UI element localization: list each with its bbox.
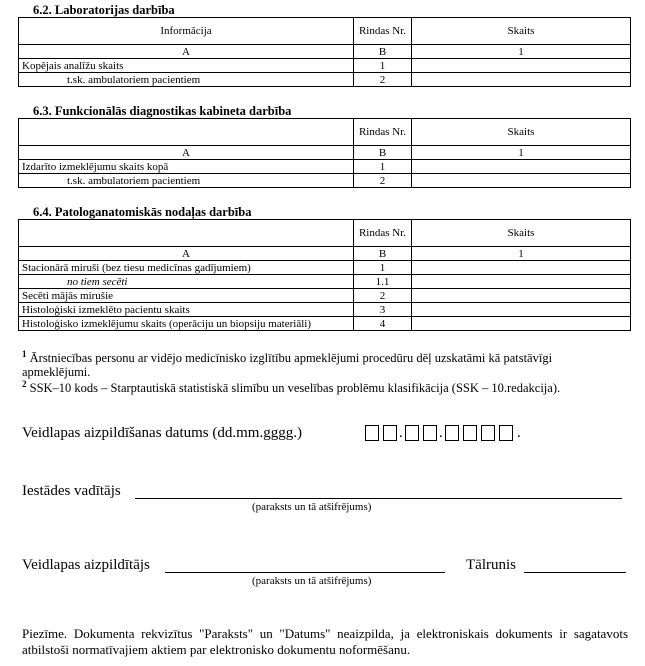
footnote-2 [22,377,632,395]
value-cell[interactable] [412,174,631,188]
code-cell: B [354,247,412,261]
row-label: t.sk. ambulatoriem pacientiem [19,174,354,188]
section-6-4-title: 6.4. Patologanatomiskās nodaļas darbība [33,205,252,219]
head-signature-line[interactable] [135,498,622,499]
row-number: 2 [354,289,412,303]
row-label: Secēti mājās mirušie [19,289,354,303]
filler-signature-caption: (paraksts un tā atšifrējums) [252,575,372,587]
code-cell: 1 [412,146,631,160]
date-digit-box[interactable] [383,425,397,441]
date-digit-box[interactable] [463,425,477,441]
filler-signature-line[interactable] [165,572,445,573]
row-number: 1 [354,59,412,73]
head-label: Iestādes vadītājs [22,483,121,499]
col-header-info: Informācija [19,18,354,45]
row-number: 1 [354,261,412,275]
code-cell: 1 [412,247,631,261]
date-digit-box[interactable] [405,425,419,441]
footnote-1 [22,347,622,379]
row-number: 1.1 [354,275,412,289]
date-input-boxes[interactable] [365,425,535,443]
note-text: Piezīme. Dokumenta rekvizītus "Paraksts" un "Datums" neaizpilda, ja elektroniskais dokuments ir sagatavots atbilstoši normatīvajiem aktiem par elektronisko dokumentu noformēšanu. [22,626,628,657]
row-label: Histoloģisko izmeklējumu skaits (operāciju un biopsiju materiāli) [19,317,354,331]
code-cell: A [19,247,354,261]
phone-line[interactable] [524,572,626,573]
col-header-rindas: Rindas Nr. [354,220,412,247]
row-number: 2 [354,174,412,188]
footnote-2-text: SSK–10 kods – Starptautiskā statistiskā slimību un veselības problēmu klasifikācija (SSK – 10.redakcija). [29,381,561,396]
col-header-info [19,220,354,247]
row-number: 2 [354,73,412,87]
footnote-1-mark: 1 [22,349,27,359]
date-digit-box[interactable] [481,425,495,441]
section-6-3-title: 6.3. Funkcionālās diagnostikas kabineta darbība [33,104,292,118]
row-number: 4 [354,317,412,331]
value-cell[interactable] [412,289,631,303]
diagnostics-table [18,118,631,188]
row-label: Histoloģiski izmeklēto pacientu skaits [19,303,354,317]
row-number: 3 [354,303,412,317]
date-separator: . [439,425,443,441]
value-cell[interactable] [412,303,631,317]
col-header-skaits: Skaits [412,18,631,45]
date-separator: . [399,425,403,441]
col-header-skaits: Skaits [412,220,631,247]
value-cell[interactable] [412,275,631,289]
row-number: 1 [354,160,412,174]
row-label: Izdarīto izmeklējumu skaits kopā [19,160,354,174]
date-separator: . [517,425,521,441]
col-header-info [19,119,354,146]
date-label: Veidlapas aizpildīšanas datums (dd.mm.gggg.) [22,425,302,441]
date-digit-box[interactable] [423,425,437,441]
code-cell: A [19,146,354,160]
row-label: Stacionārā miruši (bez tiesu medicīnas gadījumiem) [19,261,354,275]
value-cell[interactable] [412,317,631,331]
row-label: Kopējais analīžu skaits [19,59,354,73]
value-cell[interactable] [412,73,631,87]
section-6-2-title: 6.2. Laboratorijas darbība [33,3,175,17]
value-cell[interactable] [412,160,631,174]
value-cell[interactable] [412,261,631,275]
lab-table [18,17,631,87]
code-cell: A [19,45,354,59]
filler-label: Veidlapas aizpildītājs [22,557,150,573]
col-header-rindas: Rindas Nr. [354,119,412,146]
col-header-skaits: Skaits [412,119,631,146]
head-signature-caption: (paraksts un tā atšifrējums) [252,501,372,513]
footnote-1-text: Ārstniecības personu ar vidējo medicīnisko izglītību apmeklējumi procedūru dēļ uzskatāmi kā patstāvīgi apmeklējumi. [22,351,553,380]
phone-label: Tālrunis [466,557,516,573]
row-label: no tiem secēti [19,275,354,289]
date-digit-box[interactable] [445,425,459,441]
date-digit-box[interactable] [365,425,379,441]
row-label: t.sk. ambulatoriem pacientiem [19,73,354,87]
pathology-table [18,219,631,331]
code-cell: B [354,146,412,160]
code-cell: B [354,45,412,59]
value-cell[interactable] [412,59,631,73]
footnote-2-mark: 2 [22,379,27,389]
col-header-rindas: Rindas Nr. [354,18,412,45]
date-digit-box[interactable] [499,425,513,441]
code-cell: 1 [412,45,631,59]
